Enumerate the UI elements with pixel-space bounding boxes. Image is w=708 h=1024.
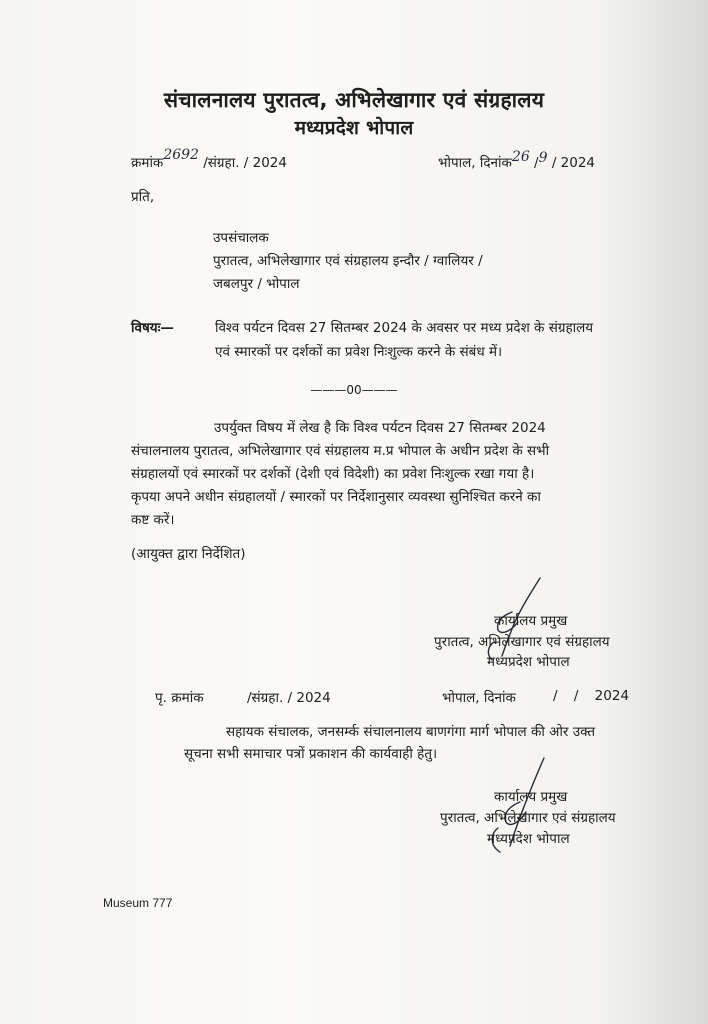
reference-suffix: /संग्रहा. / 2024	[203, 155, 287, 171]
directive-note: (आयुक्त द्वारा निर्देशित)	[131, 546, 246, 562]
addressee-designation: उपसंचालक	[213, 230, 269, 246]
reference-label: क्रमांक	[131, 155, 164, 171]
handwritten-month: 9	[538, 150, 548, 166]
handwritten-reference-number: 2692	[163, 147, 199, 163]
body-line-4: कृपया अपने अधीन संग्रहालयों / स्मारकों पर निर्देशानुसार व्यवस्था सुनिश्चित करने का	[131, 489, 541, 505]
subject-line-1: विश्व पर्यटन दिवस 27 सितम्बर 2024 के अवसर पर मध्य प्रदेश के संग्रहालय	[215, 320, 594, 336]
reference-number	[131, 147, 287, 171]
date-year: / 2024	[551, 155, 596, 171]
office-title: संचालनालय पुरातत्व, अभिलेखागार एवं संग्रहालय	[163, 88, 545, 112]
addressee-cities: जबलपुर / भोपाल	[213, 276, 300, 292]
body-line-5: कष्ट करें।	[131, 512, 175, 528]
subject-line-2: एवं स्मारकों पर दर्शकों का प्रवेश निःशुल्क करने के संबंध में।	[215, 344, 503, 360]
addressee-office: पुरातत्व, अभिलेखागार एवं संग्रहालय इन्दौर / ग्वालियर /	[213, 253, 483, 269]
signatory-office-1: पुरातत्व, अभिलेखागार एवं संग्रहालय	[434, 634, 610, 650]
reference-date: भोपाल, दिनांक26 /9 / 2024	[438, 149, 596, 171]
signatory-location-2: मध्यप्रदेश भोपाल	[487, 831, 570, 847]
endorsement-label: पृ. क्रमांक	[155, 690, 204, 706]
endorsement-date: / / 2024	[553, 688, 630, 704]
signatory-office-2: पुरातत्व, अभिलेखागार एवं संग्रहालय	[440, 810, 616, 826]
endorsement-suffix: /संग्रहा. / 2024	[247, 690, 331, 706]
body-line-2: संचालनालय पुरातत्व, अभिलेखागार एवं संग्रहालय म.प्र भोपाल के अधीन प्रदेश के सभी	[131, 443, 550, 459]
office-location: मध्यप्रदेश भोपाल	[294, 117, 414, 139]
handwritten-day: 26	[511, 149, 530, 165]
to-salutation: प्रति,	[131, 189, 155, 205]
signatory-title-1: कार्यालय प्रमुख	[494, 613, 568, 629]
signatory-title-2: कार्यालय प्रमुख	[494, 789, 568, 805]
body-line-3: संग्रहालयों एवं स्मारकों पर दर्शकों (देशी एवं विदेशी) का प्रवेश निःशुल्क रखा गया है।	[131, 466, 535, 482]
date-label: भोपाल, दिनांक	[438, 155, 512, 171]
footer-tag: Museum 777	[103, 896, 173, 910]
copy-to-line-1: सहायक संचालक, जनसर्म्क संचालनालय बाणगंगा मार्ग भोपाल की ओर उक्त	[226, 724, 596, 740]
signatory-location-1: मध्यप्रदेश भोपाल	[487, 654, 570, 670]
copy-to-line-2: सूचना सभी समाचार पत्रों प्रकाशन की कार्यवाही हेतु।	[184, 746, 438, 762]
separator: ———00———	[310, 383, 398, 397]
endorsement-date-label: भोपाल, दिनांक	[442, 690, 516, 706]
body-line-1: उपर्युक्त विषय में लेख है कि विश्व पर्यटन दिवस 27 सितम्बर 2024	[214, 420, 546, 436]
subject-label: विषयः—	[131, 320, 174, 336]
